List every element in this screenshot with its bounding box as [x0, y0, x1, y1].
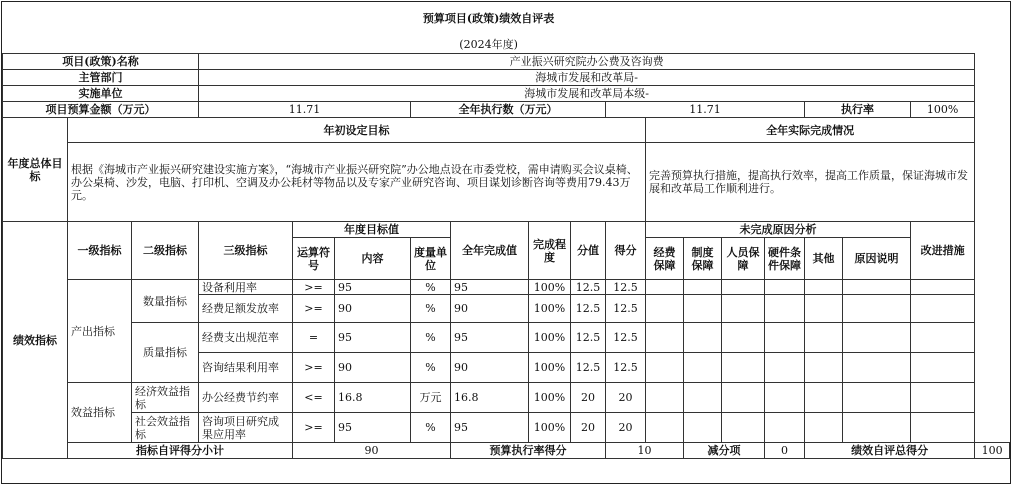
completion-cell: 100% [529, 295, 571, 323]
operator-cell: >= [293, 295, 335, 323]
subtotal-value: 90 [293, 443, 451, 459]
weight-cell: 12.5 [571, 295, 606, 323]
total-label: 绩效自评总得分 [805, 443, 975, 459]
rate-label: 执行率 [805, 102, 911, 118]
completion-cell: 100% [529, 413, 571, 443]
empty-cell [911, 323, 975, 353]
budget-value: 11.71 [199, 102, 411, 118]
dept-value: 海城市发展和改革局- [199, 70, 975, 86]
goals-section-label: 年度总体目标 [3, 118, 68, 222]
empty-cell [843, 295, 911, 323]
empty-cell [911, 295, 975, 323]
empty-cell [805, 413, 843, 443]
level2-quality: 质量指标 [132, 323, 199, 383]
empty-cell [765, 353, 805, 383]
subtotal-label: 指标自评得分小计 [68, 443, 293, 459]
empty-cell [805, 295, 843, 323]
hardware-header: 硬件条件保障 [765, 238, 805, 280]
level1-header: 一级指标 [68, 222, 132, 280]
actual-cell: 95 [451, 323, 529, 353]
deduct-value: 0 [765, 443, 805, 459]
weight-cell: 12.5 [571, 353, 606, 383]
improve-header: 改进措施 [911, 222, 975, 280]
actual-cell: 95 [451, 280, 529, 295]
unit-cell: % [411, 295, 451, 323]
score-cell: 12.5 [606, 323, 646, 353]
unit-header: 度量单位 [411, 238, 451, 280]
system-header: 制度保障 [684, 238, 722, 280]
content-cell: 95 [335, 280, 411, 295]
budget-label: 项目预算金额（万元） [3, 102, 199, 118]
level2-quantity: 数量指标 [132, 280, 199, 323]
empty-cell [911, 383, 975, 413]
unit-cell: 万元 [411, 383, 451, 413]
empty-cell [646, 280, 684, 295]
operator-cell: >= [293, 353, 335, 383]
weight-header: 分值 [571, 222, 606, 280]
weight-cell: 12.5 [571, 323, 606, 353]
empty-cell [765, 413, 805, 443]
empty-cell [805, 280, 843, 295]
score-cell: 12.5 [606, 295, 646, 323]
exec-value: 11.71 [606, 102, 805, 118]
empty-cell [805, 383, 843, 413]
level2-header: 二级指标 [132, 222, 199, 280]
completion-cell: 100% [529, 323, 571, 353]
content-cell: 95 [335, 323, 411, 353]
year-label: (2024年度) [3, 35, 975, 54]
unit-label: 实施单位 [3, 86, 199, 102]
operator-cell: <= [293, 383, 335, 413]
actual-cell: 90 [451, 353, 529, 383]
level3-cell: 经费足额发放率 [199, 295, 293, 323]
empty-cell [911, 280, 975, 295]
project-name-label: 项目(政策)名称 [3, 54, 199, 70]
empty-cell [684, 295, 722, 323]
budget-score-label: 预算执行率得分 [451, 443, 606, 459]
empty-cell [843, 413, 911, 443]
unit-cell: % [411, 353, 451, 383]
empty-cell [843, 353, 911, 383]
content-cell: 16.8 [335, 383, 411, 413]
empty-cell [722, 383, 765, 413]
perf-section-label: 绩效指标 [3, 222, 68, 459]
score-cell: 20 [606, 383, 646, 413]
project-name-value: 产业振兴研究院办公费及咨询费 [199, 54, 975, 70]
weight-cell: 20 [571, 413, 606, 443]
level3-header: 三级指标 [199, 222, 293, 280]
operator-cell: >= [293, 280, 335, 295]
annual-target-header: 年度目标值 [293, 222, 451, 238]
weight-cell: 20 [571, 383, 606, 413]
empty-cell [684, 383, 722, 413]
score-header: 得分 [606, 222, 646, 280]
empty-cell [646, 353, 684, 383]
level3-cell: 经费支出规范率 [199, 323, 293, 353]
empty-cell [765, 383, 805, 413]
empty-cell [684, 280, 722, 295]
deduct-label: 减分项 [684, 443, 765, 459]
actual-result-header: 全年实际完成情况 [646, 118, 975, 143]
evaluation-table [2, 2, 1010, 459]
empty-cell [843, 280, 911, 295]
budget-score-value: 10 [606, 443, 684, 459]
empty-cell [805, 323, 843, 353]
completion-cell: 100% [529, 383, 571, 413]
empty-cell [765, 323, 805, 353]
reason-analysis-header: 未完成原因分析 [646, 222, 911, 238]
empty-cell [684, 353, 722, 383]
evaluation-sheet [1, 1, 1011, 484]
empty-cell [765, 280, 805, 295]
unit-value: 海城市发展和改革局本级- [199, 86, 975, 102]
empty-cell [911, 413, 975, 443]
actual-cell: 90 [451, 295, 529, 323]
completion-cell: 100% [529, 353, 571, 383]
empty-cell [646, 295, 684, 323]
score-cell: 12.5 [606, 280, 646, 295]
content-header: 内容 [335, 238, 411, 280]
other-header: 其他 [805, 238, 843, 280]
empty-cell [765, 295, 805, 323]
empty-cell [722, 323, 765, 353]
page-title: 预算项目(政策)绩效自评表 [422, 12, 555, 25]
rate-value: 100% [911, 102, 975, 118]
empty-cell [843, 323, 911, 353]
empty-cell [646, 323, 684, 353]
content-cell: 90 [335, 295, 411, 323]
total-value: 100 [975, 443, 1010, 459]
empty-cell [911, 353, 975, 383]
unit-cell: % [411, 323, 451, 353]
empty-cell [805, 353, 843, 383]
exec-label: 全年执行数（万元） [411, 102, 606, 118]
content-cell: 95 [335, 413, 411, 443]
content-cell: 90 [335, 353, 411, 383]
empty-cell [722, 413, 765, 443]
empty-cell [843, 383, 911, 413]
score-cell: 20 [606, 413, 646, 443]
actual-result-text: 完善预算执行措施，提高执行效率，提高工作质量，保证海城市发展和改革局工作顺利进行。 [646, 143, 975, 222]
operator-cell: = [293, 323, 335, 353]
reason-header: 原因说明 [843, 238, 911, 280]
empty-cell [684, 413, 722, 443]
empty-cell [722, 280, 765, 295]
level2-social: 社会效益指标 [132, 413, 199, 443]
actual-cell: 95 [451, 413, 529, 443]
level3-cell: 设备利用率 [199, 280, 293, 295]
empty-cell [722, 353, 765, 383]
score-cell: 12.5 [606, 353, 646, 383]
operator-cell: >= [293, 413, 335, 443]
empty-cell [684, 323, 722, 353]
initial-goal-header: 年初设定目标 [68, 118, 646, 143]
empty-cell [722, 295, 765, 323]
level2-economic: 经济效益指标 [132, 383, 199, 413]
full-year-header: 全年完成值 [451, 222, 529, 280]
level1-benefit: 效益指标 [68, 383, 132, 443]
unit-cell: % [411, 413, 451, 443]
level3-cell: 咨询结果利用率 [199, 353, 293, 383]
empty-cell [646, 383, 684, 413]
weight-cell: 12.5 [571, 280, 606, 295]
completion-cell: 100% [529, 280, 571, 295]
level3-cell: 咨询项目研究成果应用率 [199, 413, 293, 443]
completion-header: 完成程度 [529, 222, 571, 280]
initial-goal-text: 根据《海城市产业振兴研究建设实施方案》，“海城市产业振兴研究院”办公地点设在市委党校，需申请购买会议桌椅、办公桌椅、沙发，电脑、打印机、空调及办公耗材等物品以及专家产业研究咨询、项目谋划诊断咨询等费用79.43万元。 [68, 143, 646, 222]
dept-label: 主管部门 [3, 70, 199, 86]
level3-cell: 办公经费节约率 [199, 383, 293, 413]
staff-header: 人员保障 [722, 238, 765, 280]
level1-output: 产出指标 [68, 280, 132, 383]
operator-header: 运算符号 [293, 238, 335, 280]
fund-header: 经费保障 [646, 238, 684, 280]
actual-cell: 16.8 [451, 383, 529, 413]
unit-cell: % [411, 280, 451, 295]
empty-cell [646, 413, 684, 443]
